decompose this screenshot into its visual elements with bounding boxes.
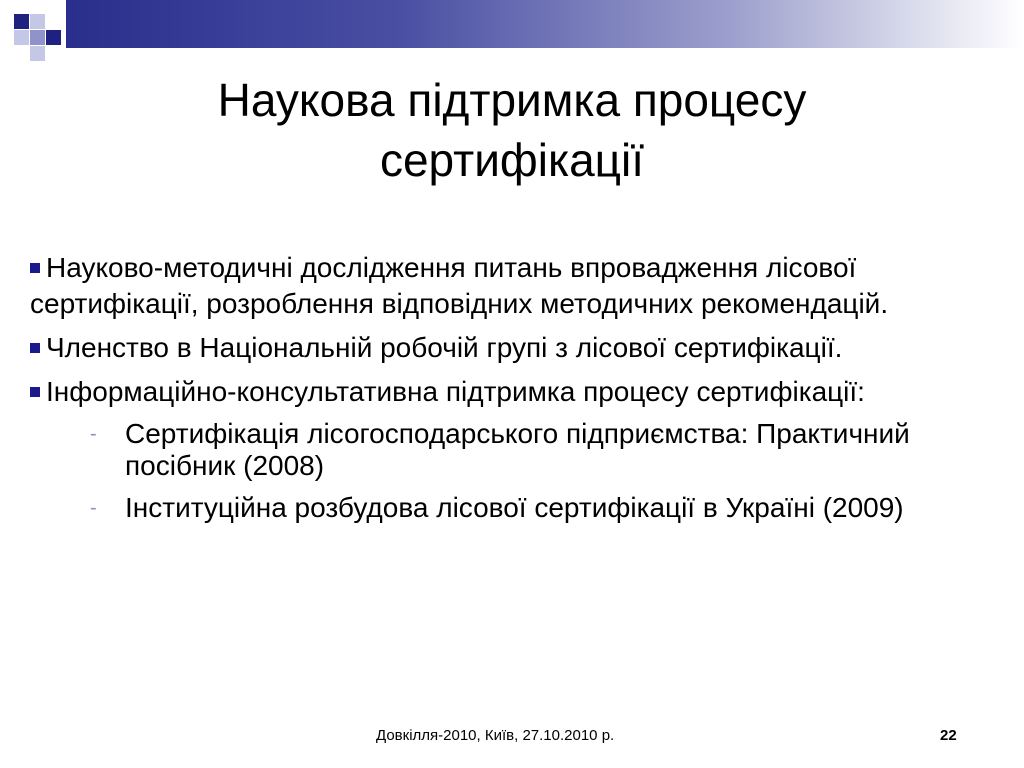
page-number: 22 — [940, 727, 957, 744]
decor-square — [30, 46, 45, 61]
decor-square — [14, 14, 29, 29]
square-bullet-icon — [30, 387, 40, 397]
slide-title-line-1: Наукова підтримка процесу — [217, 74, 807, 126]
slide-footer — [0, 727, 1024, 747]
decor-square — [14, 30, 29, 45]
bullet-text: Науково-методичні дослідження питань впровадження лісової сертифікації, розроблення відповідних методичних рекомендацій. — [30, 252, 889, 319]
slide-title-line-2: сертифікації — [379, 134, 645, 186]
sub-bullet-text: Сертифікація лісогосподарського підприємства: Практичний посібник (2008) — [125, 418, 910, 481]
decor-square — [46, 14, 61, 29]
sub-bullet-item — [30, 418, 990, 482]
slide-title — [60, 70, 964, 190]
bullet-item — [30, 374, 990, 410]
slide-body — [30, 250, 990, 534]
bullet-item — [30, 250, 990, 322]
dash-bullet-icon: - — [90, 497, 97, 519]
footer-text: Довкілля-2010, Київ, 27.10.2010 р. — [376, 727, 615, 744]
sub-bullet-text: Інституційна розбудова лісової сертифікації в Україні (2009) — [125, 492, 904, 523]
decor-square — [30, 14, 45, 29]
decor-square — [30, 30, 45, 45]
square-bullet-icon — [30, 343, 40, 353]
bullet-item — [30, 330, 990, 366]
bullet-text: Членство в Національній робочій групі з лісової сертифікації. — [46, 332, 843, 363]
decor-square — [46, 30, 61, 45]
sub-bullet-item — [30, 492, 990, 524]
square-bullet-icon — [30, 263, 40, 273]
bullet-text: Інформаційно-консультативна підтримка процесу сертифікації: — [46, 376, 865, 407]
header-gradient-bar — [66, 0, 1024, 48]
dash-bullet-icon: - — [90, 423, 97, 445]
